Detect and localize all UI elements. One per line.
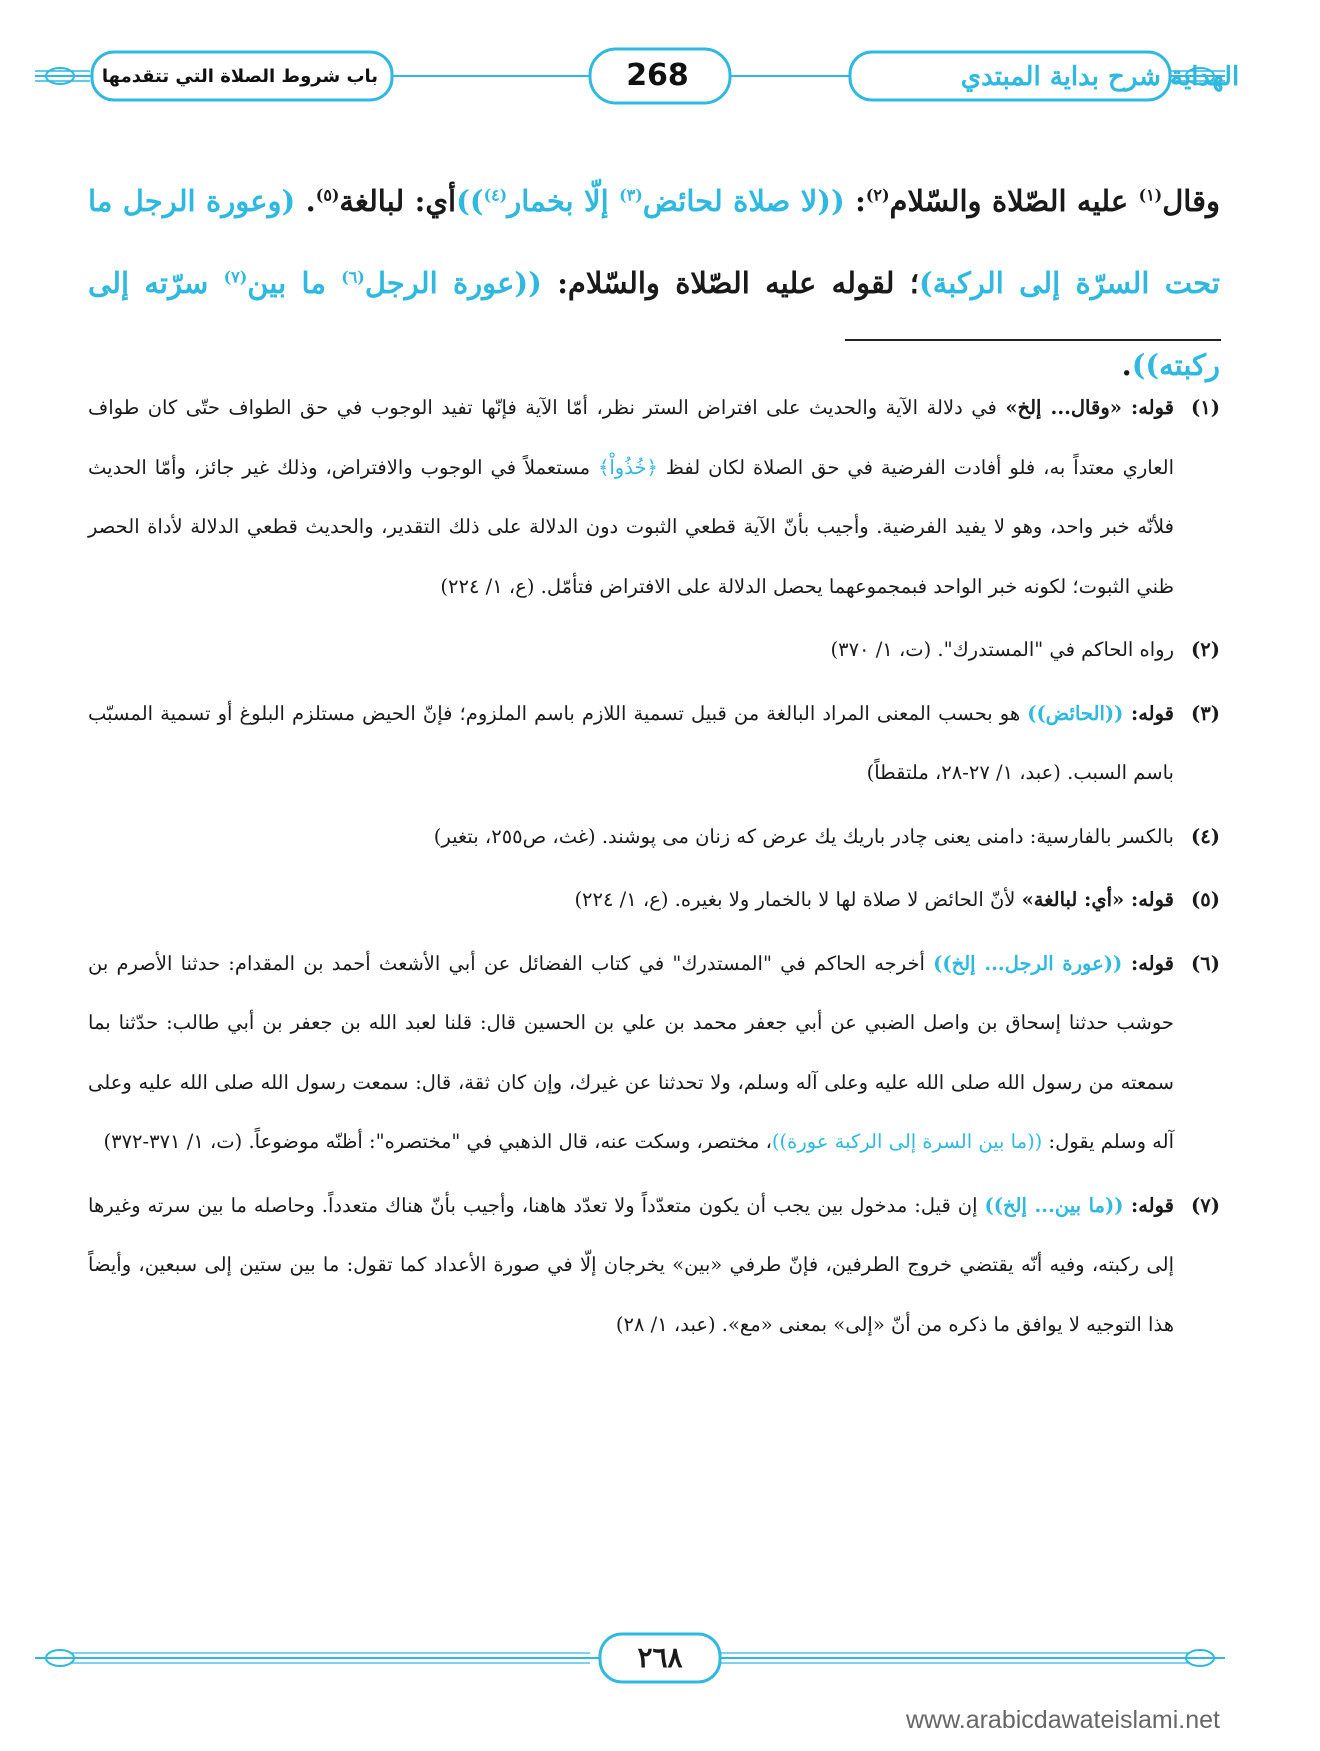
hadith-quote: ((عورة الرجل [364,266,542,300]
main-text-segment: وقال [1162,184,1220,218]
footnote-7 [88,1176,1220,1355]
footnote-text: بالكسر بالفارسية: دامنى يعنى چادر باريك يك عرض كه زنان مى پوشند. (غث، ص٢٥٥، بتغير) [433,824,1174,848]
main-text-segment: ؛ لقوله عليه الصّلاة والسّلام: [541,266,920,300]
footnote-number: (١) [1191,396,1220,419]
footnote-text: أخرجه الحاكم في "المستدرك" في كتاب الفضائل عن أبي الأشعث أحمد بن المقدام: حدثنا الأصرم بن حوشب حدثنا إسحاق بن واصل الضبي عن أبي جعفر محمد بن علي بن الحسين قال: قلنا لعبد الله بن جعفر بن أبي طالب: حدّثنا بما سمعته من رسول الله صلى الله عليه وعلى آله وسلم، ولا تحدثنا عن غيرك، وإن كان ثقة، قال: سمعت رسول الله صلى الله عليه وعلى آله وسلم يقول: [88,951,1174,1153]
footnote-ref[interactable]: (٤) [483,185,508,205]
main-text-segment: . [1121,348,1132,382]
footnote-number: (٢) [1191,638,1220,661]
footnote-ref[interactable]: (٢) [865,185,890,205]
footnote-2 [88,620,1220,680]
footnote-number: (٧) [1191,1193,1220,1217]
page-number-top: 268 [626,58,689,93]
footnotes-section [88,378,1220,1358]
footnote-text: ، مختصر، وسكت عنه، قال الذهبي في "مختصره": أظنّه موضوعاً. (ت، ١/ ٣٧١-٣٧٢) [103,1130,772,1153]
footnote-separator [845,339,1221,341]
footnote-1 [88,378,1220,616]
footnote-text: هو بحسب المعنى المراد البالغة من قبيل تسمية اللازم باسم الملزوم؛ فإنّ الحيض مستلزم البلوغ أو تسمية المسبّب باسم السبب. (عبد، ١/ ٢٧-٢٨، ملتقطاً) [88,701,1174,784]
footnote-number: (٦) [1191,951,1220,975]
main-paragraph [88,160,1220,406]
footnote-text: مستعملاً في الوجوب والافتراض، وذلك غير جائز، وأمّا الحديث فلأنّه خبر واحد، وهو لا يفيد الفرضية. وأجيب بأنّ الآية قطعي الثبوت دون الدلالة على ذلك التقدير، والحديث قطعي الدلالة لأداة الحصر ظني الثبوت؛ لكونه خبر الواحد فبمجموعهما يحصل الدلالة على الافتراض فتأمّل. (ع، ١/ ٢٢٤) [88,455,1174,598]
footnote-number: (٣) [1191,701,1220,725]
main-text-segment: : [844,184,866,218]
hadith-quote: ما بين [247,266,342,300]
footnote-ref[interactable]: (٥) [315,185,340,205]
hadith-quote: سرّته إلى ركبته)) [88,266,1220,382]
footnote-4 [88,807,1220,867]
footnote-text: في دلالة الآية والحديث على افتراض الستر نظر، أمّا الآية فإنّها تفيد الوجوب في حق الطواف حتّى كان طواف العاري معتداً به، فلو أفادت الفرضية في حق الصلاة لكان لفظ [88,396,1174,479]
footnote-text: رواه الحاكم في "المستدرك". (ت، ١/ ٣٧٠) [830,638,1174,661]
footnote-3 [88,684,1220,803]
main-text-segment: أي: لبالغة [339,184,457,218]
main-text-segment: . [295,184,316,218]
main-text-segment: عليه الصّلاة والسّلام [889,184,1139,218]
chapter-title: باب شروط الصلاة التي تتقدمها [101,66,379,87]
hadith-quote: إلّا بخمار [507,184,620,218]
footnote-5 [88,870,1220,930]
footnote-quote: ((عورة الرجل... إلخ)) [933,951,1123,975]
footnote-lead: قوله: «وقال... إلخ» [1005,396,1174,419]
footnote-text: إن قيل: مدخول بين يجب أن يكون متعدّداً ولا تعدّد هاهنا، وأجيب بأنّ هناك متعدداً. وحاصله ما بين سرته وغيرها إلى ركبته، وفيه أنّه يقتضي خروج الطرفين، فإنّ طرفي «بين» يخرجان إلّا في صورة الأعداد كما تقول: ما بين ستين إلى سبعين، وأيضاً هذا التوجيه لا يوافق ما ذكره من أنّ «إلى» بمعنى «مع». (عبد، ١/ ٢٨) [88,1193,1174,1336]
footnote-ref[interactable]: (٧) [223,267,248,287]
footnote-ref[interactable]: (٣) [619,185,643,205]
footnote-ref[interactable]: (١) [1138,185,1163,205]
hadith-quote: ((لا صلاة لحائض [642,184,845,218]
footnote-lead: قوله: «أي: لبالغة» [1021,888,1174,911]
footnote-lead: قوله: [1123,1193,1175,1217]
website-watermark[interactable]: www.arabicdawateislami.net [905,1706,1220,1734]
book-title: الهداية شرح بداية المبتدي [960,62,1240,92]
footnote-quote: ((ما بين السرة إلى الركبة عورة)) [771,1130,1043,1153]
quran-word: ﴿خُذُواْ﴾ [597,455,658,479]
page-number-bottom: ٢٦٨ [637,1641,683,1674]
footnote-number: (٥) [1191,888,1220,911]
footnote-6 [88,934,1220,1172]
footnote-ref[interactable]: (٦) [341,267,365,287]
footnote-lead: قوله: [1122,951,1174,975]
matn-text: (وعورة الرجل ما تحت السرّة إلى الركبة) [88,184,1220,300]
footnote-text: لأنّ الحائض لا صلاة لها لا بالخمار ولا بغيره. (ع، ١/ ٢٢٤) [574,888,1022,911]
footnote-quote: ((الحائض)) [1027,701,1124,725]
footnote-quote: ((ما بين... إلخ)) [984,1193,1124,1217]
hadith-quote: )) [456,184,484,218]
footnote-number: (٤) [1191,824,1220,848]
footnote-lead: قوله: [1123,701,1174,725]
